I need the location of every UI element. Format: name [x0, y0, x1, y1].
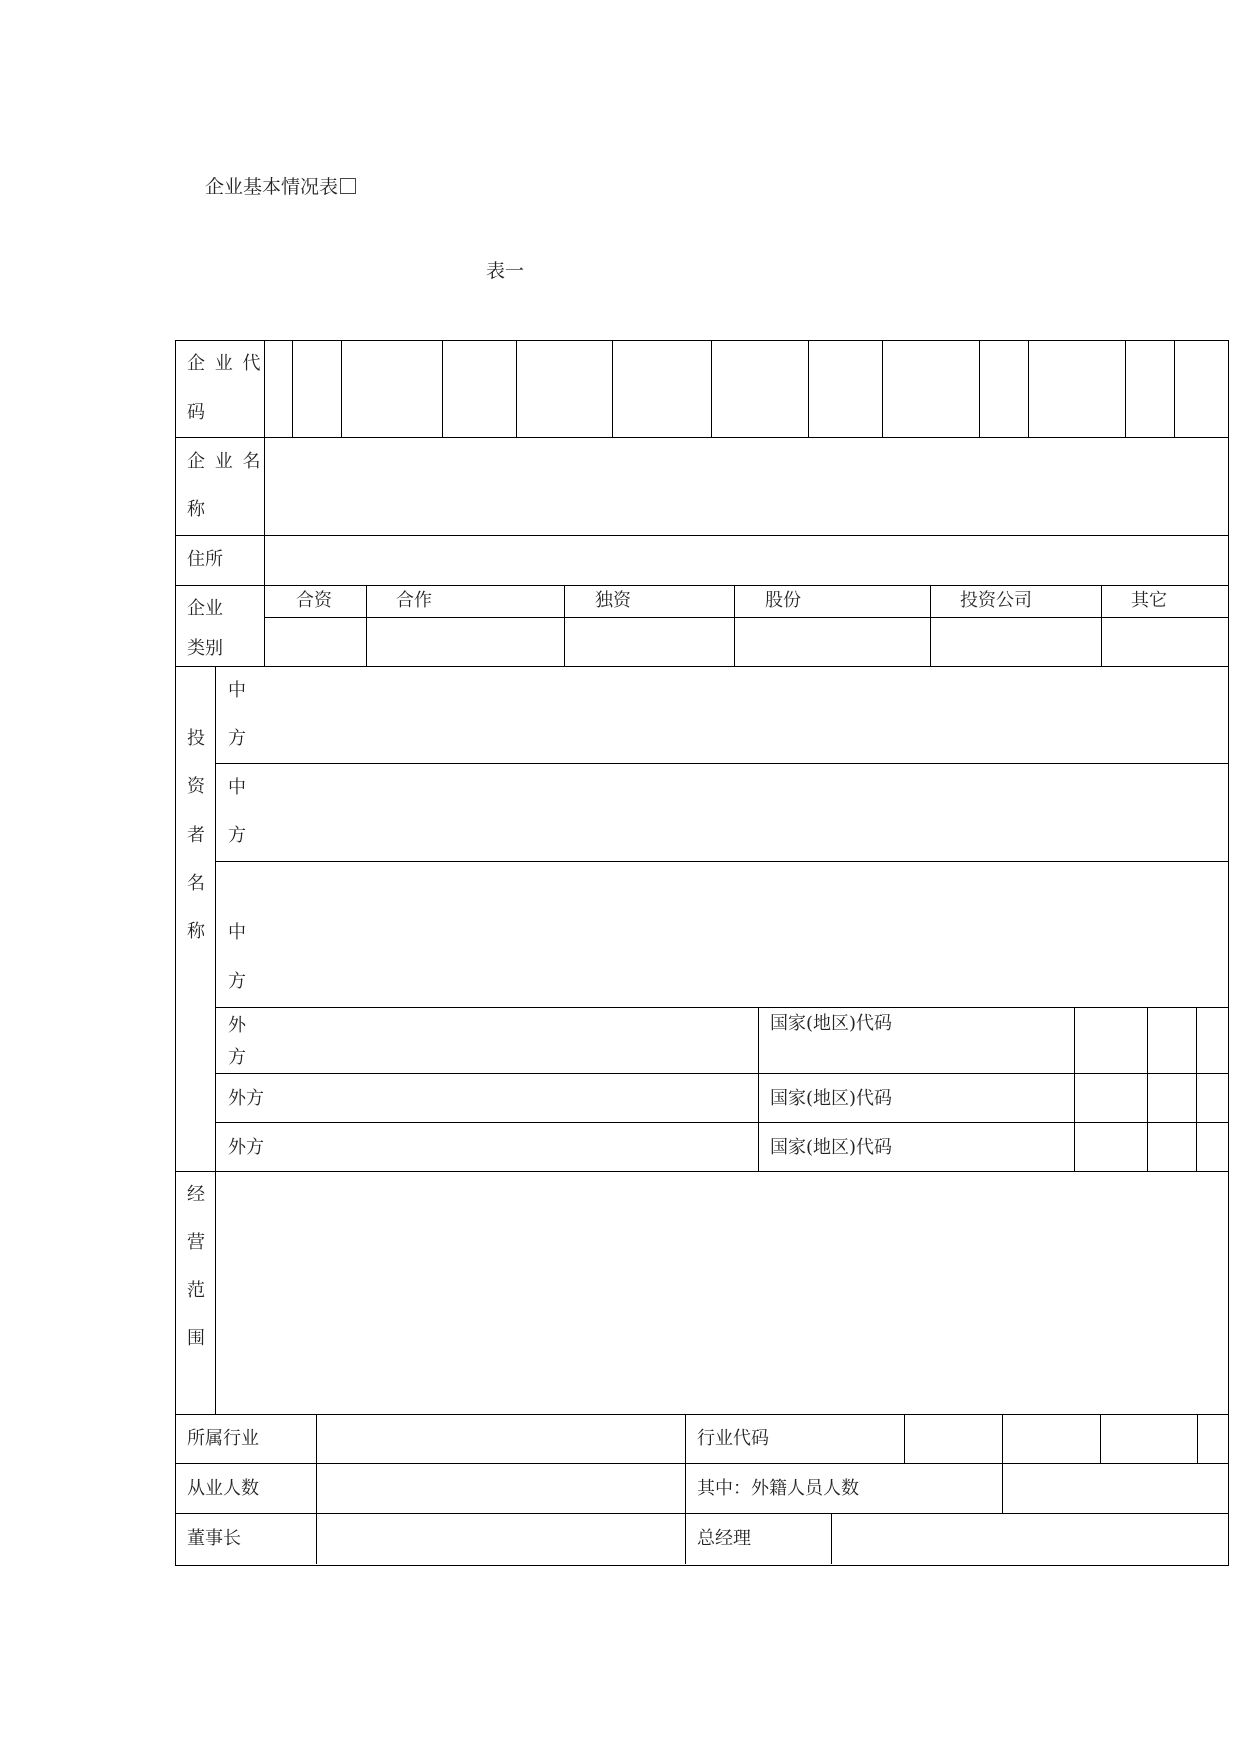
country-code-label-1: 国家(地区)代码 — [770, 1013, 893, 1034]
industry-code-label: 行业代码 — [697, 1428, 769, 1449]
business-scope-label-2: 营 — [187, 1232, 205, 1253]
row-divider — [215, 1073, 1228, 1074]
type-option-cooperative: 合作 — [396, 590, 432, 611]
employees-label: 从业人数 — [187, 1478, 259, 1499]
country-code-cell — [1074, 1007, 1075, 1171]
type-option-sole: 独资 — [595, 590, 631, 611]
industry-code-cell — [1197, 1414, 1198, 1463]
investor-label-2: 资 — [187, 776, 205, 797]
country-code-cell — [1147, 1007, 1148, 1171]
general-manager-divider — [831, 1513, 832, 1564]
foreign-party-1b: 方 — [228, 1047, 246, 1068]
industry-label: 所属行业 — [187, 1428, 259, 1449]
code-cell-divider — [516, 340, 517, 437]
foreign-party-3: 外方 — [228, 1137, 264, 1158]
code-cell-divider — [1028, 340, 1029, 437]
type-divider — [734, 585, 735, 666]
row-divider — [175, 535, 1228, 536]
investor-label-3: 者 — [187, 825, 205, 846]
country-code-label-2: 国家(地区)代码 — [770, 1088, 893, 1109]
code-cell-divider — [808, 340, 809, 437]
table-caption: 表一 — [486, 260, 525, 282]
type-divider — [366, 585, 367, 666]
scope-label-divider — [215, 1171, 216, 1414]
type-option-joint-venture: 合资 — [296, 590, 332, 611]
foreign-party-1: 外 — [228, 1015, 246, 1036]
page-title: 企业基本情况表 — [205, 172, 356, 199]
business-scope-label-4: 围 — [187, 1328, 205, 1349]
code-cell-divider — [341, 340, 342, 437]
address-label: 住所 — [187, 549, 223, 570]
chairman-label: 董事长 — [187, 1528, 241, 1549]
row-divider — [175, 666, 1228, 667]
code-cell-divider — [612, 340, 613, 437]
row-divider — [175, 1171, 1228, 1172]
bottom-mid-divider — [685, 1414, 686, 1564]
enterprise-code-label-2: 码 — [187, 402, 205, 423]
general-manager-label: 总经理 — [697, 1528, 751, 1549]
type-option-shares: 股份 — [765, 590, 801, 611]
type-option-other: 其它 — [1131, 590, 1167, 611]
foreign-employees-label: 其中：外籍人员人数 — [697, 1478, 859, 1499]
code-cell-divider — [1125, 340, 1126, 437]
chinese-party-3b: 方 — [228, 971, 246, 992]
investor-label: 投 — [187, 728, 205, 749]
code-cell-divider — [882, 340, 883, 437]
type-divider — [564, 585, 565, 666]
row-divider — [175, 585, 1228, 586]
chinese-party-3: 中 — [228, 922, 246, 943]
chinese-party-2b: 方 — [228, 825, 246, 846]
enterprise-type-label: 企业 — [187, 598, 223, 619]
row-divider — [175, 437, 1228, 438]
enterprise-name-label-2: 称 — [187, 499, 205, 520]
code-cell-divider — [711, 340, 712, 437]
row-divider — [175, 1513, 1228, 1514]
business-scope-label-3: 范 — [187, 1280, 205, 1301]
country-divider — [758, 1007, 759, 1171]
industry-code-cell — [904, 1414, 905, 1463]
code-cell-divider — [1174, 340, 1175, 437]
type-divider — [1101, 585, 1102, 666]
row-divider — [215, 763, 1228, 764]
country-code-cell — [1196, 1007, 1197, 1171]
row-divider — [215, 1122, 1228, 1123]
row-divider — [215, 861, 1228, 862]
checkbox-glyph-icon — [340, 178, 356, 194]
foreign-party-2: 外方 — [228, 1088, 264, 1109]
country-code-label-3: 国家(地区)代码 — [770, 1137, 893, 1158]
type-option-investment-company: 投资公司 — [960, 590, 1032, 611]
chinese-party-2: 中 — [228, 777, 246, 798]
investor-label-5: 称 — [187, 921, 205, 942]
chinese-party-1b: 方 — [228, 728, 246, 749]
code-cell-divider — [979, 340, 980, 437]
enterprise-code-label: 企 业 代 — [187, 353, 263, 374]
row-divider — [264, 617, 1228, 618]
form-table — [175, 340, 1229, 1566]
code-cell-divider — [442, 340, 443, 437]
chinese-party-1: 中 — [228, 680, 246, 701]
enterprise-type-label-2: 类别 — [187, 638, 223, 659]
industry-code-cell — [1100, 1414, 1101, 1463]
investor-label-4: 名 — [187, 873, 205, 894]
type-divider — [930, 585, 931, 666]
row-divider — [215, 1007, 1228, 1008]
industry-code-cell — [1002, 1414, 1003, 1463]
code-cell-divider — [292, 340, 293, 437]
enterprise-name-label: 企 业 名 — [187, 451, 263, 472]
bottom-label-divider — [316, 1414, 317, 1564]
foreign-employees-divider — [1002, 1463, 1003, 1513]
business-scope-label: 经 — [187, 1184, 205, 1205]
row-divider — [175, 1414, 1228, 1415]
investor-label-divider — [215, 666, 216, 1174]
row-divider — [175, 1463, 1228, 1464]
